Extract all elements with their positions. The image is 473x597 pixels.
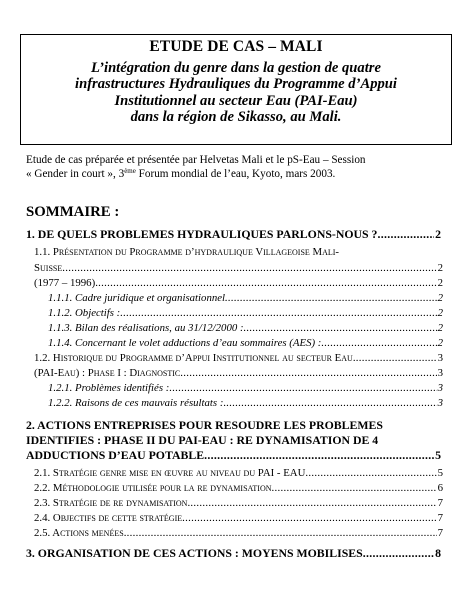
toc-section-2[interactable] bbox=[26, 448, 441, 463]
toc-section-2-line1[interactable]: 2. ACTIONS ENTREPRISES POUR RESOUDRE LES PROBLEMES bbox=[26, 418, 383, 432]
toc-page-number: 5 bbox=[435, 448, 441, 462]
intro-superscript: ème bbox=[124, 167, 136, 175]
toc-leader bbox=[124, 527, 437, 539]
toc-section-1[interactable] bbox=[26, 227, 441, 242]
toc-leader bbox=[120, 307, 436, 319]
toc-leader bbox=[223, 397, 436, 409]
toc-leader bbox=[95, 277, 436, 289]
toc-page-number: 2 bbox=[437, 262, 443, 274]
toc-entry-text: 1.1.2. Objectifs : bbox=[48, 307, 121, 319]
toc-entry-1-2-2[interactable] bbox=[48, 397, 443, 409]
title-box bbox=[20, 34, 452, 145]
toc-page-number: 8 bbox=[435, 546, 441, 560]
subtitle-line: Institutionnel au secteur Eau (PAI-Eau) bbox=[114, 92, 358, 109]
toc-leader bbox=[244, 322, 437, 334]
toc-entry-text: Suisse bbox=[34, 262, 63, 274]
toc-leader bbox=[180, 367, 436, 379]
toc-entry-1-2[interactable] bbox=[34, 352, 443, 364]
toc-entry-text: (PAI-Eau) : Phase I : Diagnostic bbox=[34, 367, 181, 379]
toc-entry-text: 3. ORGANISATION DE CES ACTIONS : MOYENS MOBILISES bbox=[26, 546, 363, 560]
toc-entry-1-1[interactable] bbox=[34, 262, 443, 274]
toc-entry-text: 2.3. Stratégie de re dynamisation bbox=[34, 497, 188, 509]
toc-entry-2-4[interactable] bbox=[34, 512, 443, 524]
toc-leader bbox=[377, 227, 434, 242]
toc-entry-1-2-1[interactable] bbox=[48, 382, 443, 394]
subtitle-line: L’intégration du genre dans la gestion de quatre bbox=[91, 60, 381, 76]
toc-page-number: 7 bbox=[437, 497, 443, 509]
toc-entry-text: 2.5. Actions menées bbox=[34, 527, 124, 539]
toc-entry-2-5[interactable] bbox=[34, 527, 443, 539]
toc-entry-2-1[interactable] bbox=[34, 467, 443, 479]
toc-entry-2-2[interactable] bbox=[34, 482, 443, 494]
toc-leader bbox=[321, 337, 436, 349]
toc-entry-text: 2.2. Méthodologie utilisée pour la re dynamisation bbox=[34, 482, 272, 494]
intro-text: Forum mondial de l’eau, Kyoto, mars 2003. bbox=[135, 168, 336, 180]
toc-page-number: 3 bbox=[437, 367, 443, 379]
toc-leader bbox=[182, 512, 436, 524]
subtitle-line: dans la région de Sikasso, au Mali. bbox=[130, 109, 342, 126]
toc-page-number: 7 bbox=[437, 512, 443, 524]
sommaire-heading: SOMMAIRE : bbox=[26, 204, 120, 220]
toc-leader bbox=[305, 467, 436, 479]
toc-entry-text: 2.4. Objectifs de cette stratégie bbox=[34, 512, 183, 524]
toc-entry-text: ADDUCTIONS D’EAU POTABLE bbox=[26, 448, 205, 462]
document-subtitle bbox=[21, 60, 451, 126]
toc-page-number: 2 bbox=[435, 227, 441, 241]
toc-page-number: 3 bbox=[437, 352, 443, 364]
toc-page-number: 2 bbox=[437, 337, 443, 349]
toc-page-number: 7 bbox=[437, 527, 443, 539]
toc-entry-1-1-1[interactable] bbox=[48, 292, 443, 304]
toc-page-number: 3 bbox=[437, 382, 443, 394]
toc-entry-text: 1.2. Historique du Programme d’Appui Institutionnel au secteur Eau bbox=[34, 352, 353, 364]
toc-leader bbox=[272, 482, 437, 494]
intro-text: « Gender in court », 3 bbox=[26, 168, 125, 180]
toc-entry-2-3[interactable] bbox=[34, 497, 443, 509]
toc-page-number: 3 bbox=[437, 397, 443, 409]
toc-entry-1-1-line1[interactable]: 1.1. Présentation du Programme d’hydraulique Villageoise Mali- bbox=[34, 246, 340, 258]
toc-leader bbox=[62, 262, 436, 274]
toc-leader bbox=[204, 448, 434, 463]
document-title: ETUDE DE CAS – MALI bbox=[149, 38, 323, 55]
toc-page-number: 6 bbox=[437, 482, 443, 494]
intro-line bbox=[26, 167, 456, 181]
toc-entry-text: 1.2.1. Problèmes identifiés : bbox=[48, 382, 170, 394]
toc-page-number: 2 bbox=[437, 292, 443, 304]
toc-page-number: 2 bbox=[437, 277, 443, 289]
toc-entry-1-1-3[interactable] bbox=[48, 322, 443, 334]
toc-entry-text: 1.1.4. Concernant le volet adductions d’eau sommaires (AES) : bbox=[48, 337, 322, 349]
toc-leader bbox=[353, 352, 437, 364]
toc-entry-1-1-dates[interactable] bbox=[34, 277, 443, 289]
toc-entry-1-1-2[interactable] bbox=[48, 307, 443, 319]
toc-entry-text: 2.1. Stratégie genre mise en œuvre au niveau du PAI - EAU bbox=[34, 467, 306, 479]
toc-entry-1-1-4[interactable] bbox=[48, 337, 443, 349]
toc-page-number: 2 bbox=[437, 322, 443, 334]
toc-entry-text: 1.2.2. Raisons de ces mauvais résultats : bbox=[48, 397, 224, 409]
toc-leader bbox=[169, 382, 436, 394]
toc-leader bbox=[225, 292, 437, 304]
toc-page-number: 2 bbox=[437, 307, 443, 319]
toc-entry-1-2-cont[interactable] bbox=[34, 367, 443, 379]
intro-line: Etude de cas préparée et présentée par Helvetas Mali et le pS-Eau – Session bbox=[26, 154, 366, 166]
toc-section-2-line2[interactable]: IDENTIFIES : PHASE II DU PAI-EAU : RE DYNAMISATION DE 4 bbox=[26, 433, 379, 447]
toc-entry-text: 1.1.1. Cadre juridique et organisationnel bbox=[48, 292, 226, 304]
subtitle-line: infrastructures Hydrauliques du Programme d’Appui bbox=[75, 76, 397, 93]
intro-paragraph bbox=[26, 153, 456, 181]
toc-page-number: 5 bbox=[437, 467, 443, 479]
toc-entry-text: 1.1.3. Bilan des réalisations, au 31/12/2000 : bbox=[48, 322, 244, 334]
toc-leader bbox=[187, 497, 436, 509]
toc-leader bbox=[363, 546, 434, 561]
toc-section-3[interactable] bbox=[26, 546, 441, 561]
toc-entry-text: 1. DE QUELS PROBLEMES HYDRAULIQUES PARLONS-NOUS ? bbox=[26, 227, 378, 241]
toc-entry-text: (1977 – 1996) bbox=[34, 277, 96, 289]
